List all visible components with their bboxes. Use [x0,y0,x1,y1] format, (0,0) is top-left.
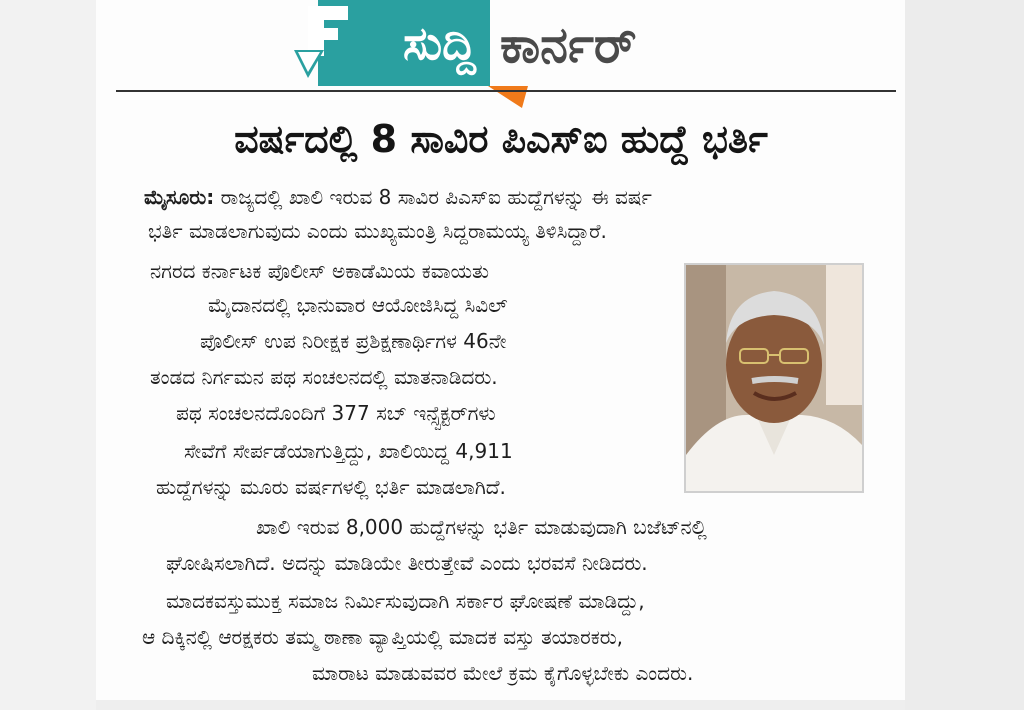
article-line-14: ಮಾರಾಟ ಮಾಡುವವರ ಮೇಲೆ ಕ್ರಮ ಕೈಗೊಳ್ಳಬೇಕು ಎಂದರು. [312,661,694,685]
article-line-11: ಘೋಷಿಸಲಾಗಿದೆ. ಅದನ್ನು ಮಾಡಿಯೇ ತೀರುತ್ತೇವೆ ಎಂದು ಭರವಸೆ ನೀಡಿದರು. [166,551,648,575]
left-margin [0,0,96,710]
right-margin [905,0,1024,710]
article-line-1 [144,180,884,214]
article-line-4: ಮೈದಾನದಲ್ಲಿ ಭಾನುವಾರ ಆಯೋಜಿಸಿದ್ದ ಸಿವಿಲ್ [208,293,508,317]
article-text: ರಾಜ್ಯದಲ್ಲಿ ಖಾಲಿ ಇರುವ 8 ಸಾವಿರ ಪಿಎಸ್ಐ ಹುದ್ದೆಗಳನ್ನು ಈ ವರ್ಷ [220,185,652,209]
newspaper-clipping [96,0,905,700]
portrait-photo-icon [686,265,862,491]
article-line-8: ಸೇವೆಗೆ ಸೇರ್ಪಡೆಯಾಗುತ್ತಿದ್ದು, ಖಾಲಿಯಿದ್ದ 4,911 [184,439,513,463]
portrait-photo [684,263,864,493]
article-line-13: ಆ ದಿಕ್ಕಿನಲ್ಲಿ ಆರಕ್ಷಕರು ತಮ್ಮ ಠಾಣಾ ವ್ಯಾಪ್ತಿಯಲ್ಲಿ ಮಾದಕ ವಸ್ತು ತಯಾರಕರು, [142,625,624,649]
article-line-2: ಭರ್ತಿ ಮಾಡಲಾಗುವುದು ಎಂದು ಮುಖ್ಯಮಂತ್ರಿ ಸಿದ್ದರಾಮಯ್ಯ ತಿಳಿಸಿದ್ದಾರೆ. [148,219,607,243]
article-line-6: ತಂಡದ ನಿರ್ಗಮನ ಪಥ ಸಂಚಲನದಲ್ಲಿ ಮಾತನಾಡಿದರು. [150,365,498,389]
article-line-3: ನಗರದ ಕರ್ನಾಟಕ ಪೊಲೀಸ್ ಅಕಾಡೆಮಿಯ ಕವಾಯತು [150,259,490,283]
article-line-10: ಖಾಲಿ ಇರುವ 8,000 ಹುದ್ದೆಗಳನ್ನು ಭರ್ತಿ ಮಾಡುವುದಾಗಿ ಬಜೆಟ್‌ನಲ್ಲಿ [256,515,707,539]
logo-word: ಸುದ್ದಿ [318,0,490,86]
article-line-5: ಪೊಲೀಸ್ ಉಪ ನಿರೀಕ್ಷಕ ಪ್ರಶಿಕ್ಷಣಾರ್ಥಿಗಳ 46ನೇ [200,329,507,353]
masthead-corner-word: ಕಾರ್ನರ್ [500,16,637,74]
dateline: ಮೈಸೂರು: [144,185,215,209]
headline: ವರ್ಷದಲ್ಲಿ 8 ಸಾವಿರ ಪಿಎಸ್ಐ ಹುದ್ದೆ ಭರ್ತಿ [234,117,768,161]
article-line-7: ಪಥ ಸಂಚಲನದೊಂದಿಗೆ 377 ಸಬ್ ಇನ್ಸ್ಪೆಕ್ಟರ್‌ಗಳು [176,401,496,425]
masthead-rule [116,90,896,92]
logo-arrow-icon [294,6,358,84]
masthead [96,0,905,92]
article-line-9: ಹುದ್ದೆಗಳನ್ನು ಮೂರು ವರ್ಷಗಳಲ್ಲಿ ಭರ್ತಿ ಮಾಡಲಾಗಿದೆ. [156,475,506,499]
article-line-12: ಮಾದಕವಸ್ತುಮುಕ್ತ ಸಮಾಜ ನಿರ್ಮಿಸುವುದಾಗಿ ಸರ್ಕಾರ ಘೋಷಣೆ ಮಾಡಿದ್ದು, [166,589,645,613]
